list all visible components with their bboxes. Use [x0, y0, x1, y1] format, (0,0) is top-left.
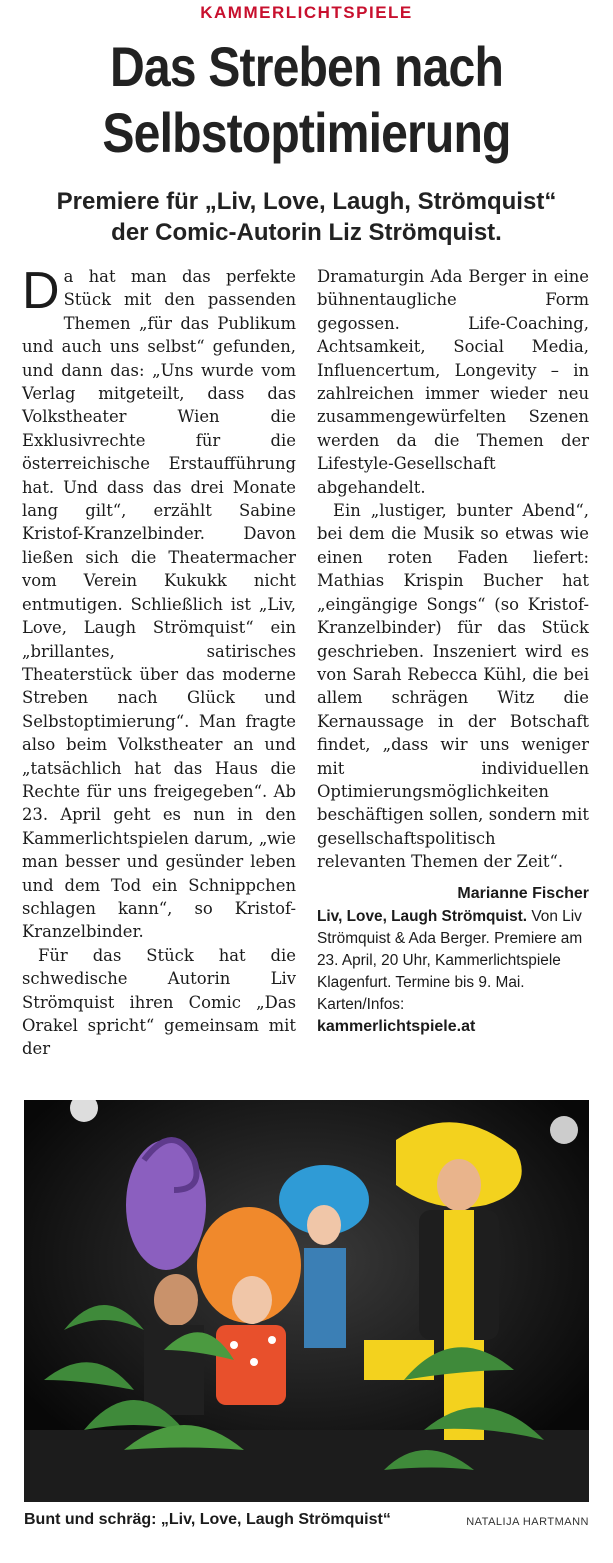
event-link[interactable]: kammerlichtspiele.at: [317, 1017, 476, 1035]
event-title: Liv, Love, Laugh Strömquist.: [317, 907, 528, 925]
article-column-left: [22, 262, 296, 1061]
section-kicker: KAMMERLICHTSPIELE: [200, 3, 413, 22]
stage-photo-illustration: [24, 1100, 589, 1502]
article-paragraph-1: [22, 262, 296, 944]
article-paragraph-2-part-1: Für das Stück hat die schwedische Autorin Liv Strömquist ihren Comic „Das Orakel spricht“ gemeinsam mit der: [22, 945, 296, 1059]
photo-credit: NATALIJA HARTMANN: [466, 1516, 589, 1528]
subheadline-line-2: der Comic-Autorin Liz Strömquist.: [111, 219, 502, 246]
headline: Das Streben nach Selbstoptimierung: [102, 35, 511, 164]
article-paragraph-3: Ein „lustiger, bunter Abend“, bei dem die Musik so etwas wie einen roten Faden liefert: Mathias Krispin Bucher hat „eingängige Songs“ (so Kristof-Kranzelbinder) für das Stück geschrieben. Inszeniert wird es von Sarah Rebecca Kühl, die bei allem schrägen Witz die Kernaussage in der Botschaft findet, „dass wir uns weniger mit individuellen Optimierungsmöglichkeiten beschäftigen sollen, sondern mit gesellschaftspolitisch relevanten Themen der Zeit“.: [317, 501, 589, 872]
subheadline-line-1: Premiere für „Liv, Love, Laugh, Strömquist“: [56, 188, 557, 215]
event-details: Von Liv Strömquist & Ada Berger. Premiere am 23. April, 20 Uhr, Kammerlichtspiele Klagenfurt. Termine bis 9. Mai. Karten/Infos:: [317, 907, 583, 1013]
author-byline: Marianne Fischer: [457, 884, 589, 902]
stage-light-icon: [550, 1116, 578, 1144]
subheadline: [0, 186, 613, 248]
photo-caption: Bunt und schräg: „Liv, Love, Laugh Strömquist“: [24, 1511, 391, 1528]
article-paragraph-2-part-2: Dramaturgin Ada Berger in eine bühnentaugliche Form gegossen. Life-Coaching, Achtsamkeit, Social Media, Influencertum, Longevity – in zahlreichen immer wieder neu zusammengewürfelten Szenen werden da die Themen der Lifestyle-Gesellschaft abgehandelt.: [317, 267, 589, 497]
article-paragraph-1-text: a hat man das perfekte Stück mit den passenden Themen „für das Publikum und auch uns selbst“ gefunden, und dann das: „Uns wurde vom Verlag mitgeteilt, dass das Volkstheater Wien die Exklusivrechte für die österreichische Erstaufführung hat. Und dass das drei Monate lang gilt“, erzählt Sabine Kristof-Kranzelbinder. Davon ließen sich die Theatermacher vom Verein Kukukk nicht entmutigen. Schließlich ist „Liv, Love, Laugh Strömquist“ ein „brillantes, satirisches Theaterstück über das moderne Streben nach Glück und Selbstoptimierung“. Man fragte also beim Volkstheater an und „tatsächlich hat das Haus die Rechte für uns freigegeben“. Ab 23. April geht es nun in den Kammerlichtspielen darum, „wie man besser und gesünder leben und dem Tod ein Schnippchen schlagen kann“, so Kristof-Kranzelbinder.: [22, 267, 296, 942]
drop-cap: D: [22, 262, 60, 320]
event-info-box: [317, 906, 589, 1038]
article-column-right: [317, 265, 589, 1038]
article-photo: [24, 1100, 589, 1502]
